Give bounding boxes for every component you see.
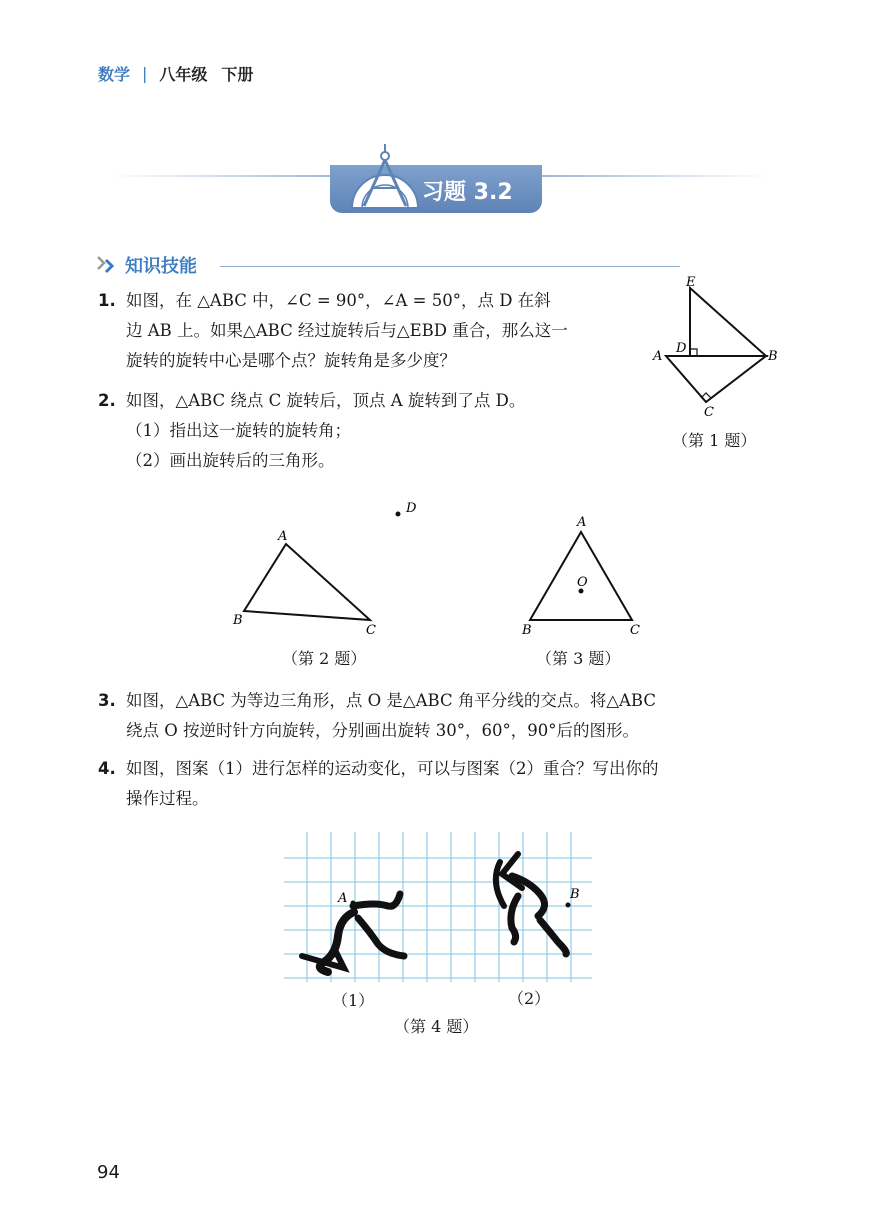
triangle-abc (666, 356, 766, 402)
problem-1 (98, 286, 638, 376)
page-header (98, 62, 253, 85)
pattern-2-label: （2） (508, 989, 551, 1008)
label-point-b: B (570, 887, 580, 902)
problem-text: 操作过程。 (126, 789, 209, 808)
section-divider (220, 266, 680, 267)
figure-3-caption: （第 3 题） (536, 649, 621, 668)
label-d: D (676, 341, 687, 356)
figure-4 (278, 832, 598, 1012)
page-number: 94 (97, 1162, 120, 1183)
problem-text: 如图，图案（1）进行怎样的运动变化，可以与图案（2）重合？写出你的 (126, 759, 659, 778)
problem-text: 如图，在 △ABC 中，∠C = 90°，∠A = 50°，点 D 在斜 (126, 291, 551, 310)
volume-label: 下册 (221, 65, 254, 84)
figure-4-caption: （第 4 题） (394, 1017, 479, 1036)
pattern-1-label: （1） (332, 991, 375, 1010)
subject-label: 数学 (98, 65, 131, 84)
problem-text: 绕点 O 按逆时针方向旋转，分别画出旋转 30°，60°，90°后的图形。 (126, 721, 639, 740)
label-b: B (233, 613, 243, 628)
problem-text: 边 AB 上。如果△ABC 经过旋转后与△EBD 重合，那么这一 (126, 321, 568, 340)
problem-text: 如图，△ABC 为等边三角形，点 O 是△ABC 角平分线的交点。将△ABC (126, 691, 656, 710)
label-o: O (577, 575, 588, 590)
chevron-right-icon (95, 253, 121, 277)
problem-number: 2. (98, 391, 116, 410)
section-title: 知识技能 (125, 256, 197, 277)
triangle-ebd (690, 288, 766, 356)
label-a: A (653, 349, 663, 364)
problem-text: 旋转的旋转中心是哪个点？旋转角是多少度？ (126, 351, 456, 370)
sub-question: （1）指出这一旋转的旋转角； (126, 421, 351, 440)
banner-title: 习题 3.2 (422, 180, 513, 205)
problem-2 (98, 386, 638, 476)
label-b: B (522, 623, 532, 638)
problem-4 (98, 754, 798, 814)
banner-line-right (540, 175, 770, 177)
compass-protractor-icon (348, 142, 422, 214)
point-a (351, 901, 356, 906)
figure-1-caption: （第 1 题） (672, 431, 757, 450)
figure-2 (228, 496, 428, 640)
problem-number: 3. (98, 691, 116, 710)
banner-line-left (110, 175, 340, 177)
problem-3 (98, 686, 798, 746)
label-d: D (406, 501, 417, 516)
label-e: E (686, 275, 696, 290)
point-b (566, 903, 571, 908)
problem-text: 如图，△ABC 绕点 C 旋转后，顶点 A 旋转到了点 D。 (126, 391, 526, 410)
pattern-2 (496, 854, 567, 954)
grade-label: 八年级 (159, 65, 208, 84)
figure-1 (648, 272, 788, 422)
problem-number: 4. (98, 759, 116, 778)
figure-2-caption: （第 2 题） (282, 649, 367, 668)
label-a: A (278, 529, 288, 544)
point-d (396, 512, 401, 517)
label-c: C (704, 405, 714, 420)
problem-number: 1. (98, 291, 116, 310)
label-c: C (630, 623, 640, 638)
label-c: C (366, 623, 376, 638)
section-heading (95, 252, 197, 278)
label-point-a: A (338, 891, 348, 906)
triangle-abc (244, 544, 370, 620)
label-b: B (768, 349, 778, 364)
sub-question: （2）画出旋转后的三角形。 (126, 451, 335, 470)
figure-3 (512, 512, 652, 642)
label-a: A (577, 515, 587, 530)
header-separator: | (142, 64, 148, 83)
